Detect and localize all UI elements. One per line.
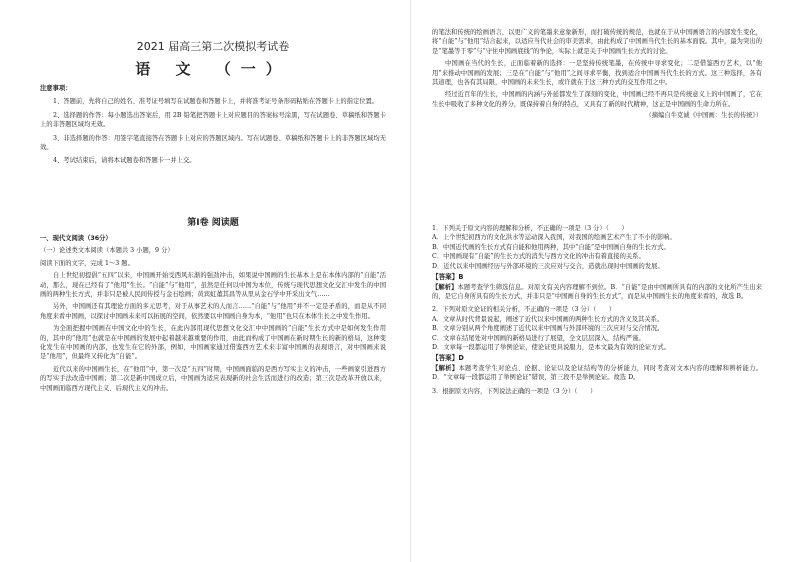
analysis-text: 本题考查学生对论点、论据、论证以及论证结构等的分析能力，同时考查对文本内容的理解和辨析能力。D．“文章每一段都运用了举例论证”错误，第三段不是举例论证。故选 D。 [432,365,762,382]
question-3 [432,387,762,396]
question-option: B．中国近代画的生长方式有自能和他用两种，其中“自能”是中国画自身的生长方式。 [432,243,670,251]
answer-value: D [458,354,464,363]
article-paragraph: 近代以来的中国画生长，在“他用”中，第一次是“五四”时期，中国画面临的是西方写实主义的冲击，一些画家引进西方的写实手法改造中国画；第二次是新中国成立后，中国画为适应表现新的社会生活而进行的改造；第三次是改革开放以来，中国画面临西方现代主义、后现代主义的冲击。 [40,365,386,392]
article-source: （摘编自牛克诚《中国画：生长的传统》） [645,112,762,120]
section-title: 第Ⅰ卷 阅读题 [187,218,239,228]
question-option: C．文章在结尾处对中国画的新格局进行了展望，全文层层深入，结构严谨。 [432,334,645,342]
analysis-label: 【解析】 [432,283,458,291]
part-title: 一、现代文阅读（36分） [40,235,112,242]
notice-item: 1、答题前，先将自己的姓名、准考证号填写在试题卷和答题卡上，并将准考证号条形码粘贴在答题卡上的指定位置。 [53,98,379,106]
article-paragraph: 中国画在当代的生长，正面临着新的选择：一是坚持传统笔墨，在传统中寻求变化；二是借鉴西方艺术，以“他用”来推动中国画的发展；三是在“自能”与“他用”之间寻求平衡，找到适合中国画当代生长的方式。这三种选择，各有其道理，也各有其局限，中国画的未来生长，或许就在于这三种方式的交互作用之中。 [432,60,762,87]
reading-section [40,215,386,393]
analysis-label: 【解析】 [432,365,459,373]
question-option: A．上个世纪初西方的文化洪水等运动深入我国，对我国的绘画艺术产生了不小的影响。 [432,234,676,242]
question-option: B．文章分别从两个角度阐述了近代以来中国画与外部环境的三次应对与交合情况。 [432,325,664,333]
question-stem: 3．根据原文内容，下列说法正确的一项是（3 分）（ ） [432,387,597,395]
notice-item: 3、非选择题的作答：用签字笔直接答在答题卡上对应的答题区域内。写在试题卷、草稿纸和答题卡上的非答题区域均无效。 [40,134,386,152]
question-2 [432,305,762,382]
question-1 [432,224,762,301]
notice-title: 注意事项： [40,85,72,92]
question-option: A．文章从时代背景说起，阐述了近代以来中国画的两种生长方式的含义及其关系。 [432,315,664,323]
article-paragraph: 为全面把握中国画在中国文化中的生长，在此内部用现代思想文化交汇中中国画的“自能”生长方式中是如何发生作用的，其中的“他用”也就是在中国画的发展中起着越来越重要的作用，由此而构成了中国画在新时期生长的新的格局，这种变化发生在中国画的内部，也发生在它的外部，例如，中国画家通过借鉴西方艺术来丰富中国画的表现语言，对中国画来说是“他用”，但最终又转化为“自能”。 [40,325,386,361]
column-divider [410,0,411,562]
answer-label: 【答案】 [432,354,459,363]
instruction: 阅读下面的文字，完成 1～3 题。 [40,259,134,267]
answer-value: B [458,273,464,282]
question-option: C．中国画现有“自能”的生长方式的消失与西方文化的冲击有着直接的关系。 [432,253,645,261]
notice-item: 4、考试结束后，请将本试题卷和答题卡一并上交。 [53,157,196,165]
analysis-text: 本题考查学生筛选信息。对原文有关内容理解不到位。B．“自能”是由中国画所具有的内部的文化所产生出来的，是它自身所具有的生长方式，并非只是“中国画自身的生长方式”，而是从中国画生长的角度来看的，故选 B。 [432,283,762,301]
subpart-title: （一）论述类文本阅读（本题共 3 小题，9 分） [40,247,174,255]
notice-item: 2、选择题的作答：每小题选出答案后，用 2B 铅笔把答题卡上对应题目的答案标号涂黑，写在试题卷、草稿纸和答题卡上的非答题区域均无效。 [40,111,386,129]
question-option: D．文章每一段都运用了举例论证，使论证更具说服力，是本文最为有效的论证方式。 [432,344,671,352]
article-paragraph: 另外，中国画还有其理论方面的多元思考，对于从事艺术的人而言……“自能”与“他用”并不一定是矛盾的，而是从不同角度来看中国画，以探讨中国画未来可以拓展的空间，依然要以中国画自身为本，“他用”也只在本体生长之中发生作用。 [40,303,386,320]
left-column [40,0,386,562]
question-option: D．近代以来中国画经历与外部环境的三次应对与交合，造就出现时中国画的发展。 [432,262,664,270]
article-continued [432,28,762,121]
question-stem: 1．下列关于原文内容的理解和分析，不正确的一项是（3 分）（ ） [432,225,628,232]
right-column [432,0,762,562]
article-paragraph: 经过近百年的生长，中国画的内涵与外延都发生了深刻的变化，中国画已经不再只是传统意义上的中国画了，它在生长中吸收了多种文化的养分，既保持着自身的特点，又具有了新的时代精神，这正是中国画的生命力所在。 [432,91,762,108]
question-stem: 2．下列对原文论证的相关分析，不正确的一项是（3 分）（ ） [432,306,616,314]
answer-label: 【答案】 [432,273,459,282]
questions-section [432,224,762,396]
article-paragraph: 自上世纪初提倡“五四”以来，中国画开始受西风东渐的强劲冲击，如果说中国画的生长基本上是在本体内部的“自能”活动，那么，现在已经有了“他用”生长。“自能”与“他用”，虽然是任何以中国为本位，传统与现代思想文化交汇中发生的中国画的两种生长方式，并非只是被人民间传授与金石绘画；黄宾虹董其昌等从里从金石学中开采出文气…… [40,272,386,299]
article-paragraph: 的笔法和传统的绘画语言，以更广义的笔墨来意象新形，而打破传统的规范，也就在于从中国画语言的内部发生变化，将“自能”与“他用”结合起来，以适应当代社会的审美需求，由此构成了中国画当代生长的基本面貌。其中，最为突出的是“笔墨等于零”与“守住中国画底线”的争论，实际上就是关于中国画生长方式的讨论。 [432,29,762,55]
notice-section [40,84,386,166]
exam-subtitle: 语 文 （一） [135,60,291,78]
exam-title: 2021 届高三第二次模拟考试卷 [136,40,290,53]
